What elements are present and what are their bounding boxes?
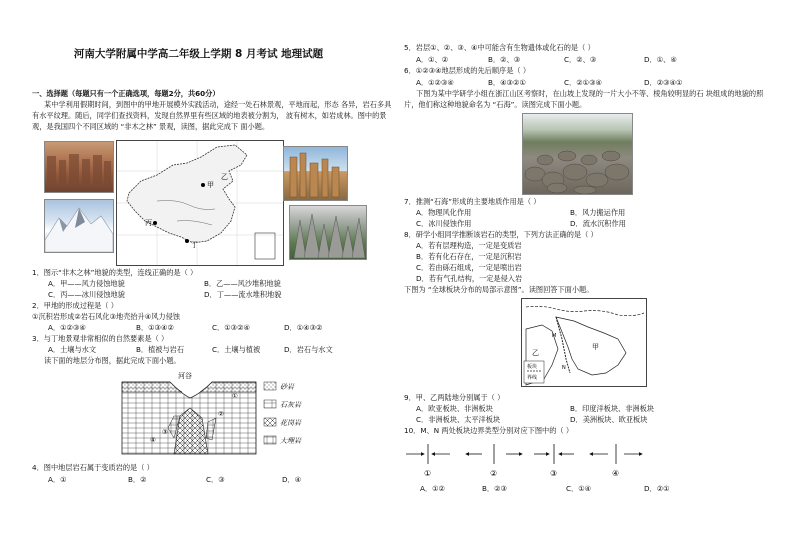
- q5-option-b[interactable]: B．②、③: [488, 55, 521, 64]
- stone-sea-photo-art: [523, 114, 632, 194]
- q10-option-c[interactable]: C．①④: [566, 484, 592, 493]
- q2-stem: 2．甲地的形成过程是（ ）: [32, 301, 118, 310]
- q2-option-a[interactable]: A．①②③④: [48, 323, 86, 332]
- q7-option-b[interactable]: B．风力搬运作用: [570, 208, 626, 217]
- danxia-photo-art: [284, 147, 347, 200]
- glacier-photo-art: [45, 200, 113, 252]
- q8-stem: 8．研学小组同学推断该岩石的类型，下列方法正确的是（ ）: [404, 230, 598, 239]
- plate-legend-1: 板块: [527, 364, 538, 370]
- q6-option-b[interactable]: B．④③②①: [488, 78, 526, 87]
- q3-stem: 3．与丁地景观非常相似的自然要素是（ ）: [32, 334, 169, 343]
- boundary-diagrams: [404, 440, 774, 484]
- china-map-art: [117, 141, 283, 265]
- q4-option-a[interactable]: A．①: [48, 475, 67, 484]
- q4-stem: 4．图中地层岩石属于变质岩的是（ ）: [32, 463, 154, 472]
- q9-option-a[interactable]: A．欧亚板块、非洲板块: [416, 404, 493, 413]
- plate-label-yi: 乙: [532, 349, 539, 357]
- q9-option-d[interactable]: D．美洲板块、欧亚板块: [570, 415, 648, 424]
- q5-option-d[interactable]: D．①、④: [644, 55, 677, 64]
- q10-option-a[interactable]: A．①②: [420, 484, 445, 493]
- plate-map-art: [522, 299, 646, 386]
- strata-label-valley: 河谷: [178, 372, 192, 380]
- map-label-bing: 丙: [145, 219, 152, 227]
- q8-option-a[interactable]: A．若有层理构造，一定是变质岩: [416, 241, 522, 250]
- q5-option-c[interactable]: C．②、③: [564, 55, 597, 64]
- q7-stem: 7．推测“石海”形成的主要地质作用是（ ）: [404, 197, 541, 206]
- q4-option-c[interactable]: C．③: [206, 475, 225, 484]
- map-label-yi: 乙: [221, 173, 228, 181]
- legend-limestone: 石灰岩: [280, 401, 301, 409]
- q6-stem: 6．①②③④地层形成的先后顺序是（ ）: [404, 66, 531, 75]
- q1-option-d[interactable]: D．丁——流水堆积地貌: [204, 290, 282, 299]
- karst-photo: [289, 205, 367, 260]
- legend-marble: 大理岩: [280, 437, 301, 445]
- q6-option-c[interactable]: C．②①③④: [564, 78, 602, 87]
- q1-option-b[interactable]: B．乙——风沙堆积地貌: [204, 279, 281, 288]
- strata-intro: 读下面的地层分布图，据此完成下面小题。: [44, 356, 181, 365]
- q6-option-d[interactable]: D．②③④①: [644, 78, 683, 87]
- q2-list: ①沉积岩形成②岩石风化③地壳抬升④风力侵蚀: [32, 312, 180, 321]
- legend-granite: 花岗岩: [280, 419, 301, 427]
- stone-sea-intro: 下图为某中学研学小组在浙江山区考察时，在山坡上发现的一片大小不等、棱角较明显的石 块组成的地貌的照片，他们称这种地貌命名为 “石海”。读图完成下面小题。: [404, 89, 764, 109]
- boundary-diagrams-art: [404, 440, 774, 484]
- plate-label-n: N: [562, 365, 566, 371]
- plate-legend-2: 界线: [527, 375, 538, 381]
- map-label-ding: 丁: [191, 241, 198, 249]
- q2-option-b[interactable]: B．①③④②: [136, 323, 174, 332]
- q1-stem: 1．图示“非木之林”地貌的类型，连线正确的是（ ）: [32, 268, 198, 277]
- q8-option-c[interactable]: C．若由砾石组成，一定是喷出岩: [416, 263, 522, 272]
- q1-option-a[interactable]: A．甲——风力侵蚀地貌: [48, 279, 125, 288]
- plate-intro: 下图为 “全球板块分布的局部示意图”。读图回答下面小题。: [404, 285, 594, 294]
- q9-option-c[interactable]: C．非洲板块、太平洋板块: [416, 415, 501, 424]
- stone-sea-photo: [522, 113, 633, 195]
- plate-map: [521, 298, 647, 387]
- q8-option-d[interactable]: D．若有气孔结构，一定是侵入岩: [416, 274, 523, 283]
- strata-diagram: [120, 368, 320, 458]
- boundary-label-2: ②: [490, 469, 498, 478]
- page-title: 河南大学附属中学高二年级上学期 8 月考试 地理试题: [73, 48, 324, 60]
- map-label-jia: 甲: [207, 181, 214, 189]
- boundary-label-3: ③: [550, 469, 558, 478]
- legend-sandstone: 砂岩: [280, 383, 294, 391]
- q5-option-a[interactable]: A．①、②: [416, 55, 449, 64]
- q8-option-b[interactable]: B．若有化石存在，一定是沉积岩: [416, 252, 522, 261]
- q2-option-c[interactable]: C．①③②④: [212, 323, 250, 332]
- q10-option-b[interactable]: B．②③: [482, 484, 508, 493]
- q10-option-d[interactable]: D．②①: [644, 484, 670, 493]
- plate-label-jia: 甲: [592, 343, 599, 351]
- strata-num-2: ③: [162, 428, 168, 436]
- q7-option-d[interactable]: D．流水沉积作用: [570, 219, 626, 228]
- q9-stem: 9．甲、乙两陆地分别属于（ ）: [404, 393, 505, 402]
- strata-num-3: ②: [218, 410, 224, 418]
- glacier-photo: [44, 199, 114, 253]
- yardang-photo: [44, 141, 114, 193]
- section-heading: 一、选择题（每题只有一个正确选项，每题2分，共60分）: [32, 89, 220, 98]
- china-map: [116, 140, 284, 266]
- boundary-label-4: ④: [612, 469, 620, 478]
- q4-option-d[interactable]: D．④: [282, 475, 302, 484]
- plate-label-m: M: [552, 333, 557, 339]
- boundary-label-1: ①: [424, 469, 432, 478]
- strata-num-1: ④: [150, 436, 156, 444]
- intro-paragraph: 某中学利用假期时间，到图中的甲地开展模外实践活动，途经一处石林景观，平地而起，形态 各异，岩石多具有水平纹理。随后，同学们查找资料，发现自然界里有些区域的地表被分割为， 波有树木，如岩成林。图中的景观，是我国四个不同区域的 “非木之林” 景观，读图，据此完成下 面小题。: [32, 100, 392, 131]
- q7-option-c[interactable]: C．冰川侵蚀作用: [416, 219, 472, 228]
- q5-stem: 5．岩层①、②、③、④中可能含有生物遗体或化石的是（ ）: [404, 43, 595, 52]
- q9-option-b[interactable]: B．印度洋板块、非洲板块: [570, 404, 654, 413]
- q3-option-d[interactable]: D．岩石与水文: [284, 345, 333, 354]
- q3-option-b[interactable]: B．植被与岩石: [136, 345, 185, 354]
- karst-photo-art: [290, 206, 366, 259]
- q10-stem: 10．M、N 两处板块边界类型分别对应下图中的（ ）: [404, 426, 574, 435]
- q1-option-c[interactable]: C．丙——冰川侵蚀地貌: [48, 290, 125, 299]
- strata-num-4: ①: [232, 392, 238, 400]
- q6-option-a[interactable]: A．①②③④: [416, 78, 454, 87]
- danxia-photo: [283, 146, 348, 201]
- q2-option-d[interactable]: D．①④③②: [284, 323, 323, 332]
- strata-diagram-art: [120, 368, 320, 458]
- q3-option-c[interactable]: C．土壤与植被: [212, 345, 261, 354]
- yardang-photo-art: [45, 142, 113, 192]
- q7-option-a[interactable]: A．物理风化作用: [416, 208, 472, 217]
- q3-option-a[interactable]: A．土壤与水文: [48, 345, 97, 354]
- q4-option-b[interactable]: B．②: [128, 475, 147, 484]
